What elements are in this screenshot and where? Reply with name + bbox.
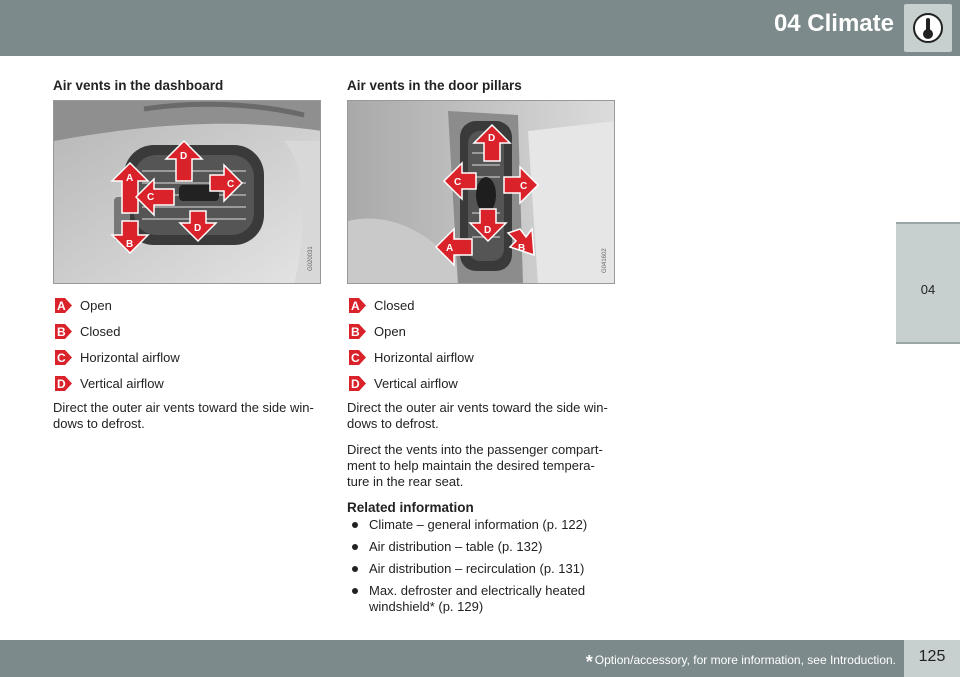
svg-text:A: A — [351, 298, 360, 313]
svg-text:B: B — [57, 324, 66, 339]
badge-d-icon — [349, 376, 366, 391]
footer-note — [586, 652, 896, 673]
svg-text:D: D — [57, 376, 66, 391]
related-link[interactable] — [347, 583, 615, 615]
figure-label-a: A — [126, 173, 134, 184]
svg-text:C: C — [57, 350, 66, 365]
related-link-text[interactable]: Air distribution – recirculation (p. 131) — [369, 561, 585, 576]
legend-text: Vertical airflow — [374, 375, 458, 391]
svg-text:D: D — [351, 376, 360, 391]
figure-label-d-bottom: D — [484, 225, 492, 236]
legend-text: Horizontal airflow — [80, 349, 180, 365]
legend-item — [347, 344, 615, 370]
legend-item — [347, 318, 615, 344]
figure-label-b: B — [126, 239, 134, 250]
legend-text: Vertical airflow — [80, 375, 164, 391]
figure-label-c-left: C — [147, 192, 155, 203]
related-link[interactable] — [347, 539, 615, 555]
legend-item — [347, 292, 615, 318]
badge-b-icon — [349, 324, 366, 339]
bullet-icon — [352, 588, 358, 594]
badge-c-icon — [349, 350, 366, 365]
figure-label-c-left: C — [454, 177, 462, 188]
figure-label-d-bottom: D — [194, 223, 202, 234]
footer-note-star: * — [585, 652, 593, 672]
chapter-side-tab[interactable] — [896, 222, 960, 344]
related-info-list — [347, 517, 615, 615]
body-paragraph: Direct the outer air vents toward the side win-dows to defrost. — [53, 400, 314, 431]
page-number-box — [904, 640, 960, 677]
dashboard-vents-section — [53, 78, 321, 442]
badge-a-icon — [55, 298, 72, 313]
dashboard-vent-illustration — [53, 100, 321, 284]
pillar-vent-illustration — [347, 100, 615, 284]
figure-label-a: A — [446, 243, 454, 254]
body-paragraph: Direct the outer air vents toward the side win-dows to defrost. — [347, 400, 608, 431]
figure-label-b: B — [518, 243, 526, 254]
figure-id: G041602 — [602, 248, 608, 273]
header-bar — [0, 0, 960, 56]
legend-item — [53, 344, 321, 370]
bullet-icon — [352, 522, 358, 528]
section-heading: Air vents in the door pillars — [347, 78, 522, 93]
legend-text: Horizontal airflow — [374, 349, 474, 365]
pillar-vents-section — [347, 78, 615, 621]
footer-note-text: Option/accessory, for more information, see Introduction. — [594, 653, 896, 667]
legend-item — [53, 292, 321, 318]
footer-bar — [0, 640, 960, 677]
bullet-icon — [352, 566, 358, 572]
related-info-heading: Related information — [347, 500, 474, 515]
badge-b-icon — [55, 324, 72, 339]
figure-label-c-right: C — [520, 181, 528, 192]
body-paragraph: Direct the vents into the passenger compart-ment to help maintain the desired tempera-ture in the rear seat. — [347, 442, 603, 489]
section-heading: Air vents in the dashboard — [53, 78, 224, 93]
badge-a-icon — [349, 298, 366, 313]
page-number: 125 — [918, 648, 946, 665]
legend-item — [53, 370, 321, 396]
figure-label-c-right: C — [227, 179, 235, 190]
related-link-text[interactable]: Max. defroster and electrically heated windshield* (p. 129) — [369, 583, 586, 614]
chapter-title: 04 Climate — [773, 10, 894, 37]
svg-text:A: A — [57, 298, 66, 313]
badge-d-icon — [55, 376, 72, 391]
related-link-text[interactable]: Air distribution – table (p. 132) — [369, 539, 543, 554]
figure-label-d-top: D — [180, 151, 188, 162]
related-link[interactable] — [347, 561, 615, 577]
chapter-side-tab-label: 04 — [920, 282, 936, 297]
legend-item — [347, 370, 615, 396]
legend-text: Closed — [80, 323, 121, 339]
related-link[interactable] — [347, 517, 615, 533]
figure-id: G020031 — [308, 246, 314, 271]
svg-text:C: C — [351, 350, 360, 365]
badge-c-icon — [55, 350, 72, 365]
legend-text: Closed — [374, 297, 415, 313]
thermometer-icon — [904, 4, 952, 52]
svg-text:B: B — [351, 324, 360, 339]
related-link-text[interactable]: Climate – general information (p. 122) — [369, 517, 588, 532]
legend-item — [53, 318, 321, 344]
bullet-icon — [352, 544, 358, 550]
legend-text: Open — [80, 297, 112, 313]
figure-label-d-top: D — [488, 133, 496, 144]
legend-text: Open — [374, 323, 406, 339]
